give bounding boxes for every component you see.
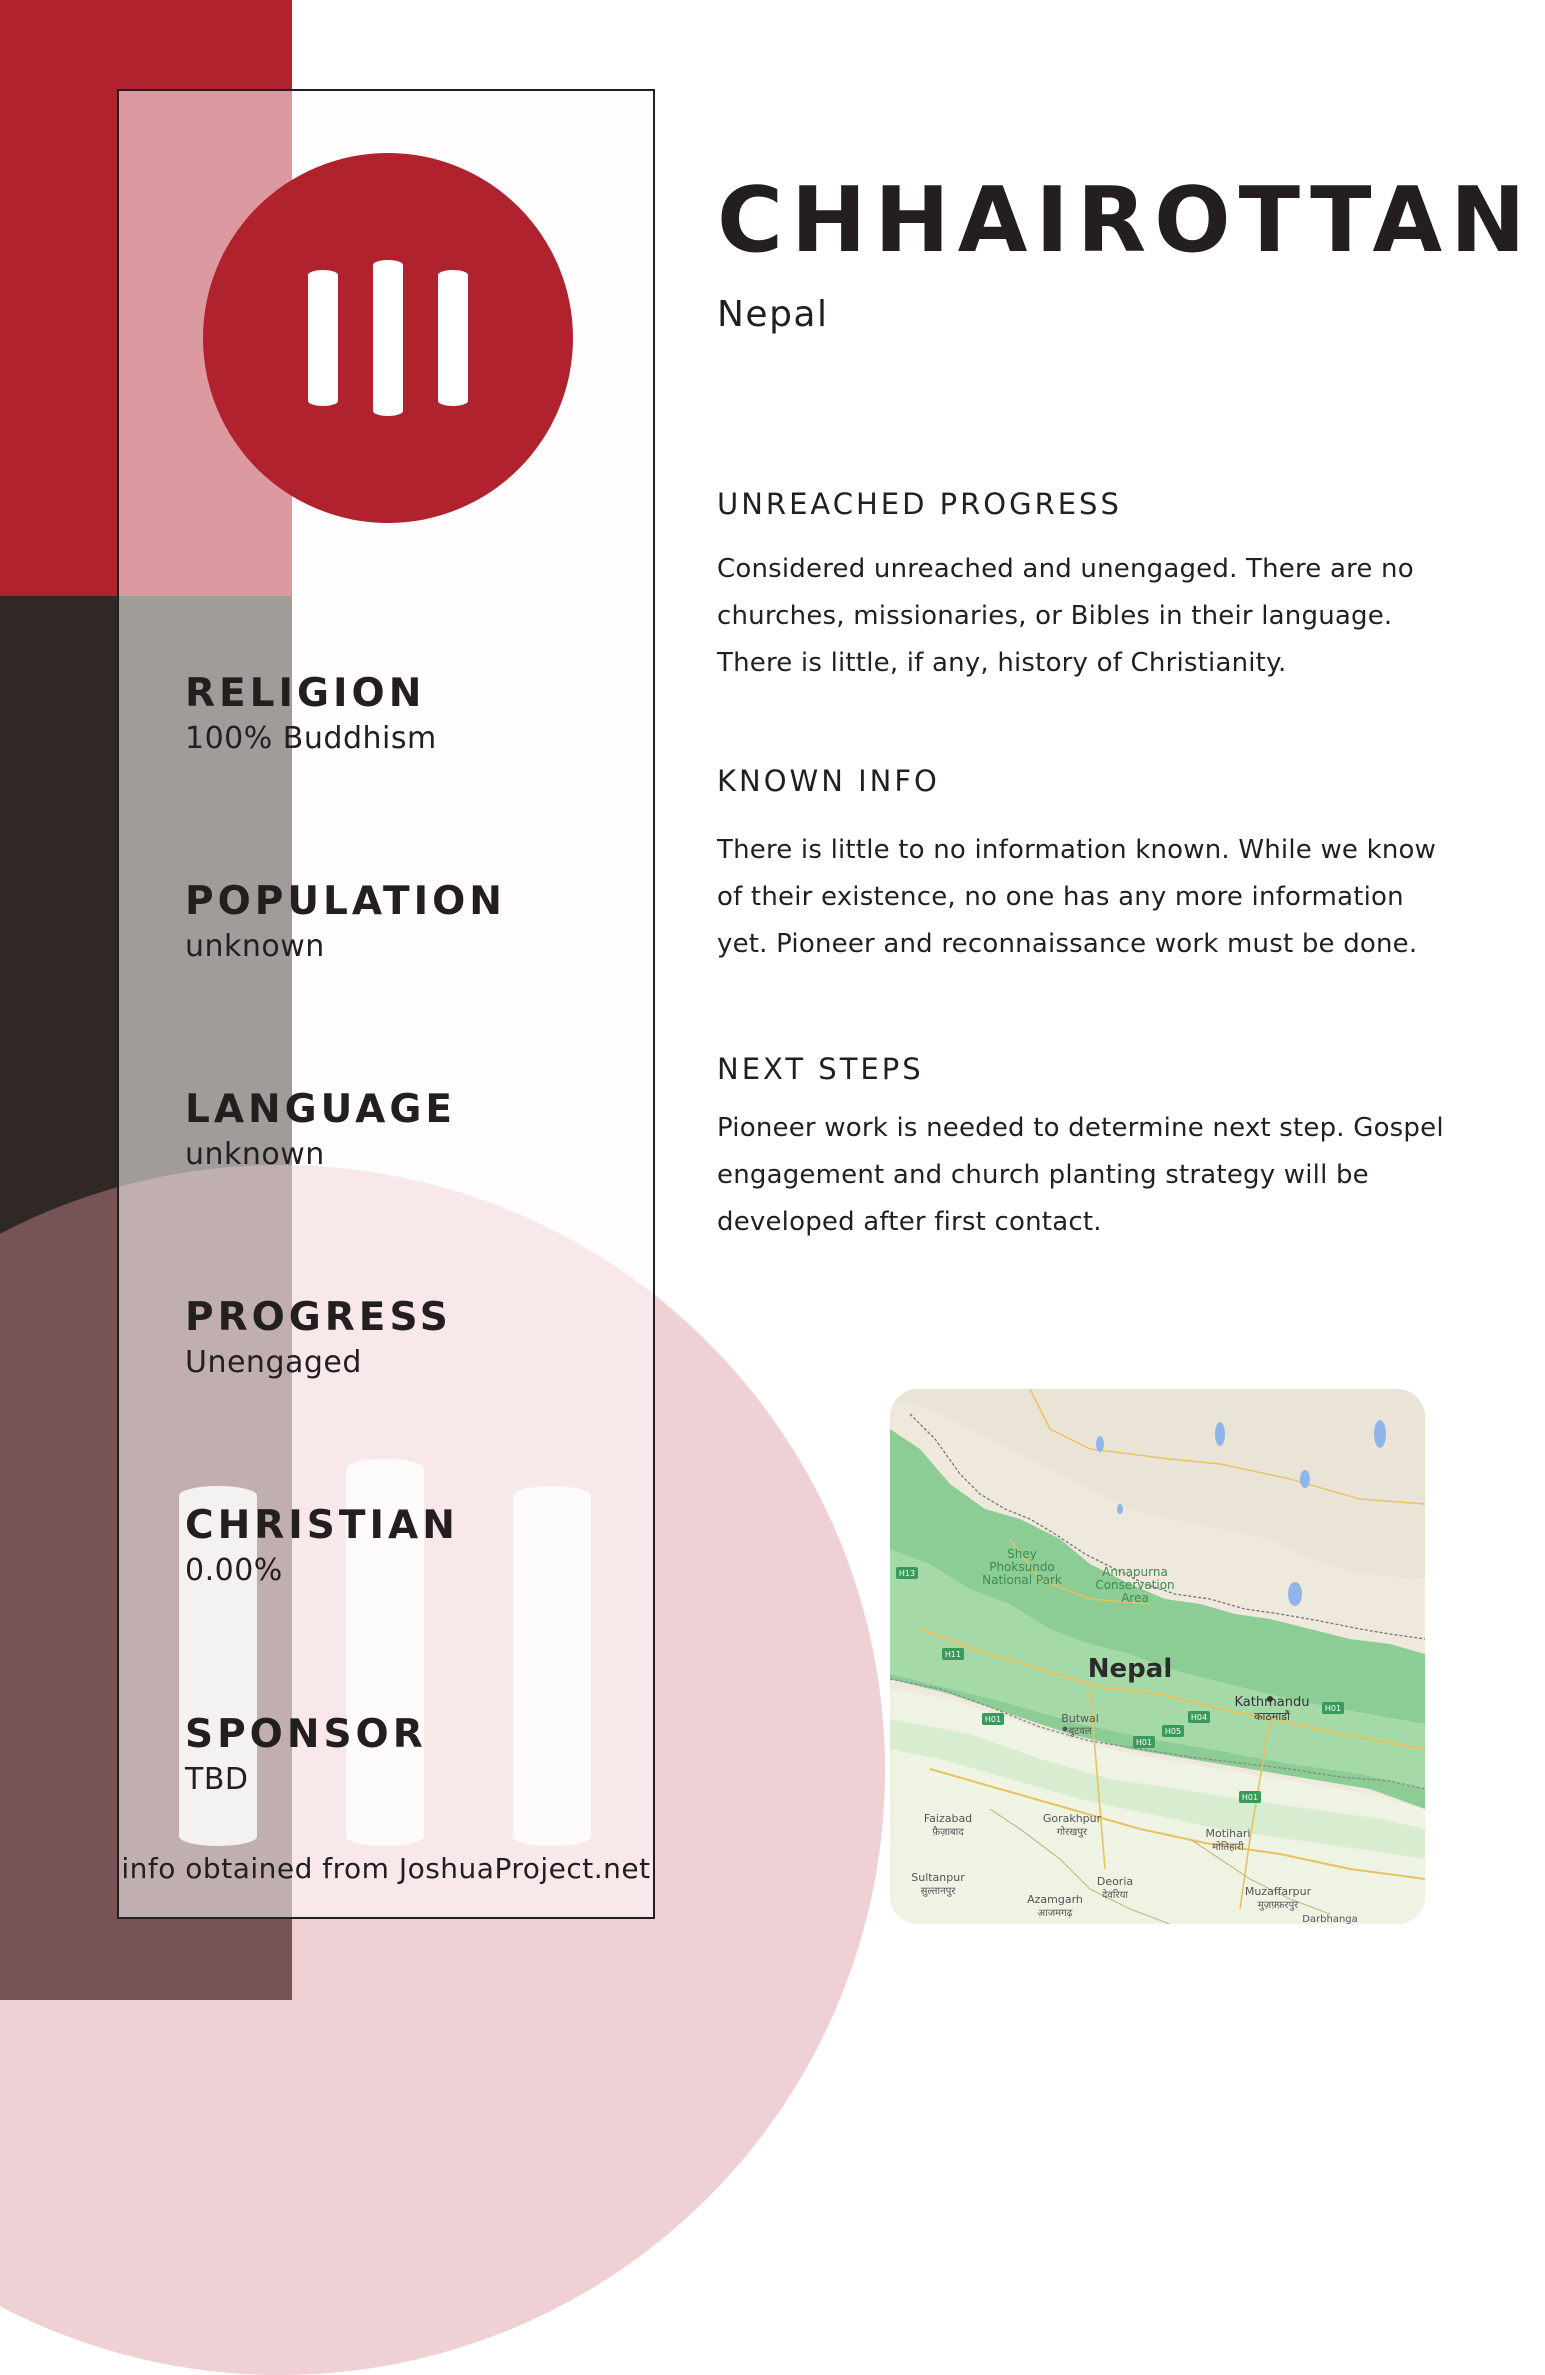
map-graphic: [890, 1389, 1425, 1924]
stat-value: unknown: [185, 929, 325, 964]
map-country-label: Nepal: [1087, 1654, 1173, 1684]
map-label-deoria: Deoria: [1096, 1875, 1134, 1888]
section-next-steps: [717, 1051, 1457, 1246]
logo-bar-middle: [373, 260, 403, 416]
section-known-info: [717, 763, 1457, 968]
map-label-gorakhpur-local: गोरखपुर: [1056, 1827, 1088, 1838]
section-heading: KNOWN INFO: [717, 764, 940, 798]
map-label-butwal: Butwal: [1061, 1712, 1099, 1725]
stat-value: Unengaged: [185, 1345, 362, 1380]
section-body: Pioneer work is needed to determine next step. Gospel engagement and church planting strategy will be developed after first contact.: [717, 1113, 1444, 1237]
stat-value: 0.00%: [185, 1553, 283, 1588]
map-label-muzaffarpur: Muzaffarpur: [1244, 1885, 1312, 1898]
stat-label: RELIGION: [185, 671, 426, 716]
logo-bar-left: [308, 270, 338, 406]
svg-text:H01: H01: [1241, 1793, 1259, 1802]
highway-shield-h13: [896, 1567, 918, 1579]
map-label-muzaffarpur-local: मुज़फ़्फ़रपुर: [1257, 1900, 1299, 1911]
svg-text:H11: H11: [944, 1650, 962, 1659]
people-group-logo: [203, 153, 573, 523]
svg-text:H01: H01: [984, 1715, 1002, 1724]
profile-card: [117, 89, 655, 1919]
map-label-motihari: Motihari: [1205, 1827, 1251, 1840]
map-label-deoria-local: देवरिया: [1102, 1890, 1128, 1901]
map-label-darbhanga: Darbhanga: [1302, 1914, 1358, 1924]
stat-language: [185, 1088, 456, 1175]
section-body: There is little to no information known. While we know of their existence, no one has any more information yet. Pioneer and reconnaissance work must be done.: [717, 835, 1437, 959]
section-body: Considered unreached and unengaged. There are no churches, missionaries, or Bibles in their language. There is little, if any, history of Christianity.: [717, 554, 1414, 678]
stat-label: SPONSOR: [185, 1712, 427, 1757]
svg-text:H05: H05: [1164, 1727, 1182, 1736]
highway-shield-h05: [1162, 1725, 1184, 1737]
svg-text:H04: H04: [1190, 1713, 1208, 1722]
stat-label: POPULATION: [185, 879, 506, 924]
map-label-kathmandu: Kathmandu: [1234, 1695, 1310, 1710]
decorative-bar-right: [513, 1486, 591, 1846]
map-label-motihari-local: मोतिहारी: [1212, 1842, 1244, 1853]
map-label-shey: Shey: [1007, 1547, 1037, 1561]
map-label-annapurna: Annapurna: [1102, 1565, 1168, 1579]
map-label-gorakhpur: Gorakhpur: [1042, 1812, 1102, 1825]
source-note: info obtained from JoshuaProject.net: [121, 1852, 651, 1885]
svg-text:H01: H01: [1135, 1738, 1153, 1747]
highway-shield-h01-east: [1322, 1702, 1344, 1714]
stat-label: PROGRESS: [185, 1295, 452, 1340]
svg-text:H13: H13: [898, 1569, 916, 1578]
map-label-national-park: National Park: [982, 1573, 1062, 1587]
nepal-map[interactable]: [890, 1389, 1425, 1924]
stat-value: TBD: [185, 1762, 249, 1797]
section-heading: NEXT STEPS: [717, 1052, 924, 1086]
map-label-kathmandu-local: काठमाडौं: [1254, 1710, 1290, 1723]
section-unreached-progress: [717, 486, 1457, 687]
map-label-area: Area: [1121, 1591, 1149, 1605]
map-label-sultanpur-local: सुल्तानपुर: [920, 1886, 956, 1897]
highway-shield-h01-west: [982, 1713, 1004, 1725]
highway-shield-h01-central: [1133, 1736, 1155, 1748]
stat-progress: [185, 1296, 452, 1383]
stat-label: LANGUAGE: [185, 1087, 456, 1132]
country-name: Nepal: [717, 294, 829, 335]
svg-text:H01: H01: [1324, 1704, 1342, 1713]
map-label-faizabad-local: फ़ैज़ाबाद: [932, 1827, 964, 1838]
map-label-faizabad: Faizabad: [923, 1812, 973, 1825]
stat-christian: [185, 1504, 459, 1591]
stat-religion: [185, 672, 437, 759]
people-group-name: CHHAIROTTAN: [717, 168, 1534, 273]
map-label-butwal-local: बुटवल: [1068, 1726, 1092, 1737]
stat-value: 100% Buddhism: [185, 721, 437, 756]
highway-shield-h04: [1188, 1711, 1210, 1723]
highway-shield-h11: [942, 1648, 964, 1660]
stat-label: CHRISTIAN: [185, 1503, 459, 1548]
map-label-conservation: Conservation: [1095, 1578, 1175, 1592]
stat-value: unknown: [185, 1137, 325, 1172]
highway-shield-h01-south: [1239, 1791, 1261, 1803]
logo-bar-right: [438, 270, 468, 406]
stat-sponsor: [185, 1713, 427, 1800]
section-heading: UNREACHED PROGRESS: [717, 487, 1122, 521]
stat-population: [185, 880, 506, 967]
map-label-sultanpur: Sultanpur: [911, 1871, 965, 1884]
map-label-phoksundo: Phoksundo: [989, 1560, 1055, 1574]
map-label-azamgarh-local: आजमगढ़: [1037, 1908, 1073, 1919]
map-label-azamgarh: Azamgarh: [1027, 1893, 1083, 1906]
